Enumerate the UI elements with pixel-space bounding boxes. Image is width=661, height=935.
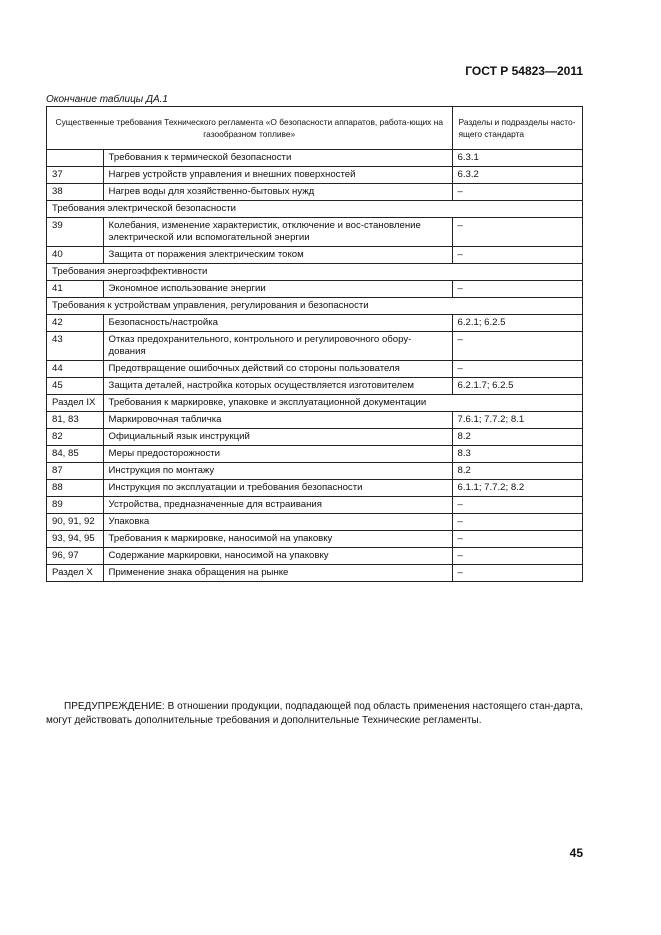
requirement-text: Защита деталей, настройка которых осуществляется изготовителем xyxy=(103,378,452,395)
requirement-text: Требования к термической безопасности xyxy=(103,150,452,167)
warning-note: ПРЕДУПРЕЖДЕНИЕ: В отношении продукции, подпадающей под область применения настоящего стан-дарта, могут действовать дополнительные требования и дополнительные Технические регламенты. xyxy=(46,701,583,726)
document-code: ГОСТ Р 54823—2011 xyxy=(465,64,583,78)
item-number xyxy=(47,150,104,167)
section-reference: – xyxy=(452,497,582,514)
table-row xyxy=(47,167,583,184)
section-reference: 7.6.1; 7.7.2; 8.1 xyxy=(452,412,582,429)
section-reference: 8.2 xyxy=(452,429,582,446)
requirement-text: Требования к маркировке, наносимой на упаковку xyxy=(103,531,452,548)
table-row xyxy=(47,429,583,446)
requirement-text: Маркировочная табличка xyxy=(103,412,452,429)
page-number: 45 xyxy=(569,846,583,860)
item-number: 45 xyxy=(47,378,104,395)
table-row xyxy=(47,378,583,395)
requirement-text: Инструкция по эксплуатации и требования безопасности xyxy=(103,480,452,497)
item-number: 87 xyxy=(47,463,104,480)
requirement-text: Безопасность/настройка xyxy=(103,315,452,332)
table-row xyxy=(47,565,583,582)
section-reference: – xyxy=(452,361,582,378)
table-row xyxy=(47,548,583,565)
item-number: 88 xyxy=(47,480,104,497)
table-row xyxy=(47,497,583,514)
requirement-text: Предотвращение ошибочных действий со стороны пользователя xyxy=(103,361,452,378)
requirement-text: Защита от поражения электрическим током xyxy=(103,247,452,264)
requirements-table xyxy=(46,106,583,582)
table-body xyxy=(47,150,583,582)
table-row xyxy=(47,332,583,361)
item-number: 39 xyxy=(47,218,104,247)
requirement-text: Отказ предохранительного, контрольного и регулировочного обору-дования xyxy=(103,332,452,361)
item-number: 43 xyxy=(47,332,104,361)
requirement-text: Официальный язык инструкций xyxy=(103,429,452,446)
section-reference: – xyxy=(452,565,582,582)
item-number: 89 xyxy=(47,497,104,514)
table-row xyxy=(47,150,583,167)
section-reference: 6.3.2 xyxy=(452,167,582,184)
table-row xyxy=(47,480,583,497)
requirement-text: Нагрев воды для хозяйственно-бытовых нужд xyxy=(103,184,452,201)
item-number: 82 xyxy=(47,429,104,446)
section-reference: 6.3.1 xyxy=(452,150,582,167)
requirement-text: Инструкция по монтажу xyxy=(103,463,452,480)
requirement-text: Колебания, изменение характеристик, отключение и вос-становление электрической или вспомогательной энергии xyxy=(103,218,452,247)
item-number: Раздел X xyxy=(47,565,104,582)
requirement-text: Экономное использование энергии xyxy=(103,281,452,298)
section-reference: – xyxy=(452,514,582,531)
requirement-text: Меры предосторожности xyxy=(103,446,452,463)
header-sections: Разделы и подразделы насто-ящего стандарта xyxy=(452,107,582,150)
header-requirements: Существенные требования Технического регламента «О безопасности аппаратов, работа-ющих на газообразном топливе» xyxy=(47,107,453,150)
item-number: 40 xyxy=(47,247,104,264)
section-reference: – xyxy=(452,332,582,361)
section-reference: 8.2 xyxy=(452,463,582,480)
section-reference: 6.2.1.7; 6.2.5 xyxy=(452,378,582,395)
section-reference: 6.2.1; 6.2.5 xyxy=(452,315,582,332)
item-number: Раздел IX xyxy=(47,395,104,412)
table-row xyxy=(47,361,583,378)
table-row xyxy=(47,412,583,429)
table-row xyxy=(47,184,583,201)
section-reference: – xyxy=(452,218,582,247)
requirement-text: Содержание маркировки, наносимой на упаковку xyxy=(103,548,452,565)
section-row xyxy=(47,201,583,218)
table-row xyxy=(47,395,583,412)
section-row xyxy=(47,264,583,281)
item-number: 44 xyxy=(47,361,104,378)
item-number: 90, 91, 92 xyxy=(47,514,104,531)
item-number: 93, 94, 95 xyxy=(47,531,104,548)
section-title: Требования к устройствам управления, регулирования и безопасности xyxy=(47,298,583,315)
section-reference: 6.1.1; 7.7.2; 8.2 xyxy=(452,480,582,497)
section-reference: – xyxy=(452,184,582,201)
table-row xyxy=(47,531,583,548)
requirement-text: Применение знака обращения на рынке xyxy=(103,565,452,582)
table-row xyxy=(47,218,583,247)
section-row xyxy=(47,298,583,315)
section-title: Требования энергоэффективности xyxy=(47,264,583,281)
item-number: 81, 83 xyxy=(47,412,104,429)
item-number: 41 xyxy=(47,281,104,298)
section-reference: – xyxy=(452,531,582,548)
item-number: 96, 97 xyxy=(47,548,104,565)
table-row xyxy=(47,463,583,480)
table-caption: Окончание таблицы ДА.1 xyxy=(46,94,168,105)
section-reference: 8.3 xyxy=(452,446,582,463)
item-number: 42 xyxy=(47,315,104,332)
table-row xyxy=(47,514,583,531)
table-row xyxy=(47,281,583,298)
table-row xyxy=(47,315,583,332)
section-reference: – xyxy=(452,548,582,565)
section-title: Требования электрической безопасности xyxy=(47,201,583,218)
requirement-text: Устройства, предназначенные для встраивания xyxy=(103,497,452,514)
section-reference: – xyxy=(452,281,582,298)
table-header-row xyxy=(47,107,583,150)
item-number: 38 xyxy=(47,184,104,201)
table-row xyxy=(47,247,583,264)
item-number: 84, 85 xyxy=(47,446,104,463)
requirement-text: Упаковка xyxy=(103,514,452,531)
requirement-text: Нагрев устройств управления и внешних поверхностей xyxy=(103,167,452,184)
table-row xyxy=(47,446,583,463)
section-reference: – xyxy=(452,247,582,264)
item-number: 37 xyxy=(47,167,104,184)
requirement-text: Требования к маркировке, упаковке и эксплуатационной документации xyxy=(103,395,582,412)
